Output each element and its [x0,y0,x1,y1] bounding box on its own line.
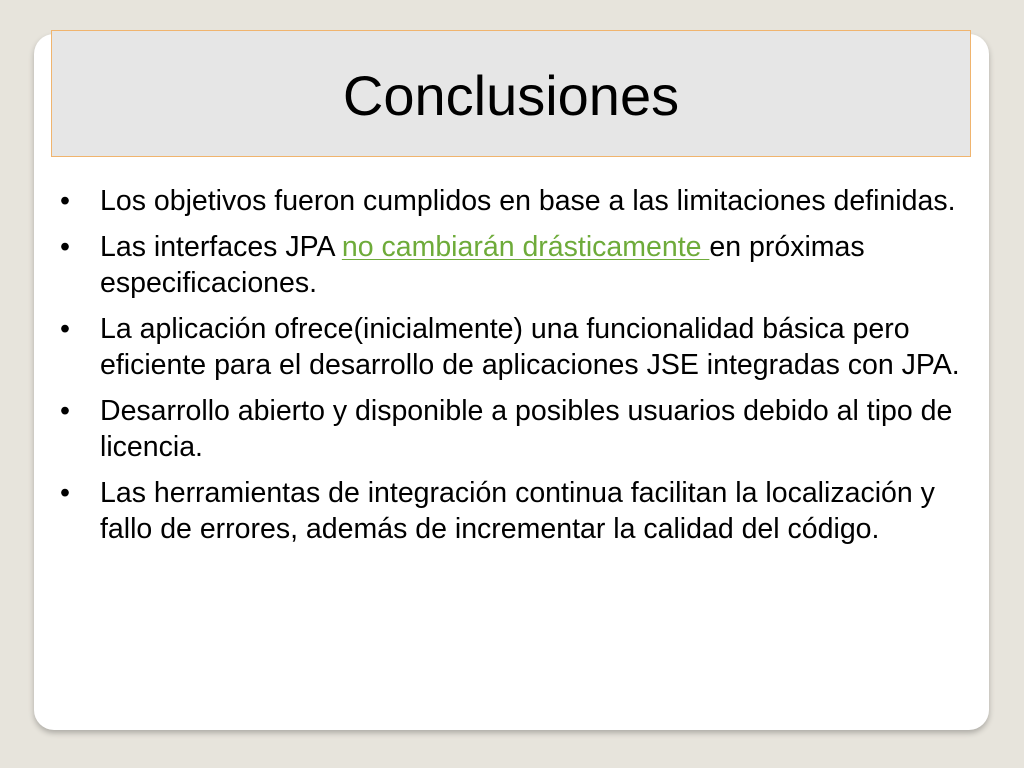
title-box [51,30,971,157]
bullet-marker: • [60,313,70,345]
bullet-text-before-link: Las interfaces JPA [100,231,342,263]
bullet-text-after-link: en próximas especificaciones. [100,231,865,299]
bullet-text: Las herramientas de integración continua facilitan la localización y fallo de errores, además de incrementar la calidad del código. [100,477,935,545]
bullet-marker: • [60,185,70,217]
hyperlink[interactable]: no cambiarán drásticamente [341,231,710,263]
bullet-text: Los objetivos fueron cumplidos en base a las limitaciones definidas. [100,185,956,217]
bullet-marker: • [60,477,70,509]
bullet-list [57,183,987,557]
bullet-text: La aplicación ofrece(inicialmente) una funcionalidad básica pero eficiente para el desarrollo de aplicaciones JSE integradas con JPA. [100,313,960,381]
bullet-item [57,393,987,465]
bullet-item [57,229,987,301]
bullet-item [57,475,987,547]
bullet-text: Desarrollo abierto y disponible a posibles usuarios debido al tipo de licencia. [100,395,953,463]
bullet-item [57,183,987,219]
bullet-marker: • [60,231,70,263]
slide-title: Conclusiones [342,63,680,127]
bullet-item [57,311,987,383]
bullet-marker: • [60,395,70,427]
